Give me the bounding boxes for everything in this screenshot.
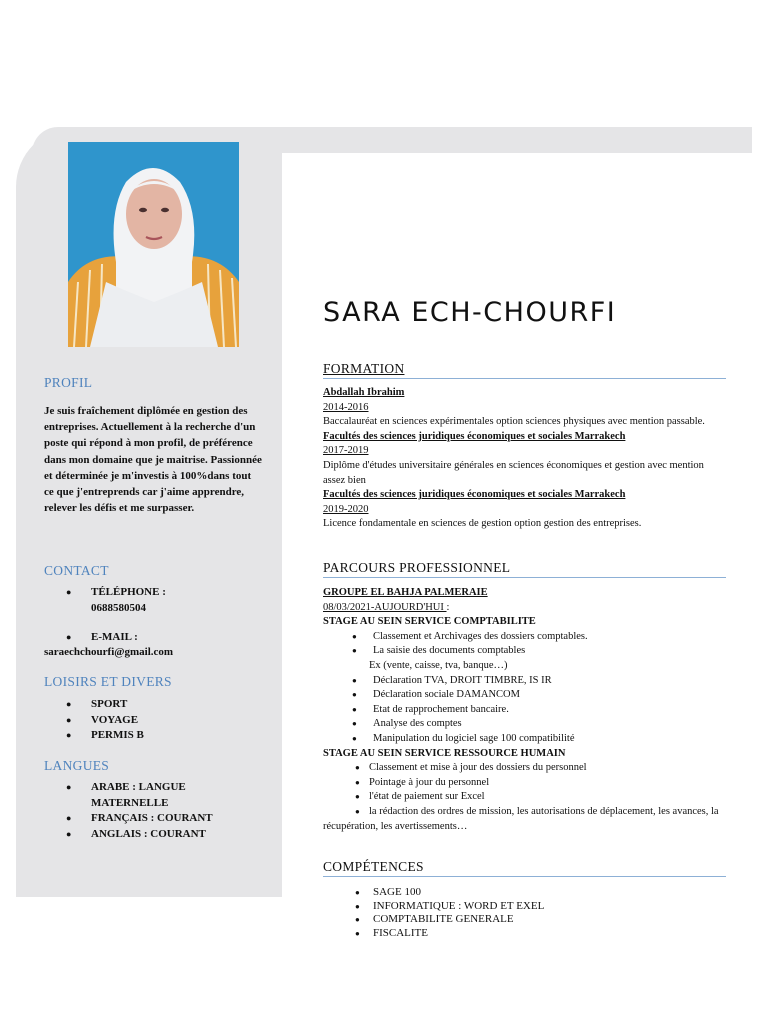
list-item: ● INFORMATIQUE : WORD ET EXEL xyxy=(355,899,545,912)
list-item: ● FISCALITE xyxy=(355,926,428,939)
formation-school: Facultés des sciences juridiques économiques et sociales Marrakech xyxy=(323,489,626,501)
email-list xyxy=(44,630,138,646)
section-divider xyxy=(323,577,726,578)
parcours-heading: PARCOURS PROFESSIONNEL xyxy=(323,560,511,575)
phone-label: TÉLÉPHONE : xyxy=(91,586,166,598)
langue-item: ● ANGLAIS : COURANT xyxy=(66,827,206,840)
list-item: ● Déclaration TVA, DROIT TIMBRE, IS IR xyxy=(352,674,552,686)
formation-desc: Licence fondamentale en sciences de gestion option gestion des entreprises. xyxy=(323,518,642,530)
formation-desc: Baccalauréat en sciences expérimentales option sciences physiques avec mention passable. xyxy=(323,416,705,428)
formation-heading: FORMATION xyxy=(323,361,405,376)
job-dates: 08/03/2021-AUJOURD'HUI xyxy=(323,601,447,613)
parcours-block xyxy=(323,586,723,834)
list-item: ● COMPTABILITE GENERALE xyxy=(355,913,514,925)
list-item: ● l'état de paiement sur Excel xyxy=(355,791,485,803)
section-divider xyxy=(323,378,726,379)
list-item: ● Etat de rapprochement bancaire. xyxy=(352,703,509,715)
list-item: ● Pointage à jour du personnel xyxy=(355,776,490,788)
profile-photo xyxy=(68,142,239,347)
competences-heading: COMPÉTENCES xyxy=(323,859,424,874)
profil-heading: PROFIL xyxy=(44,375,93,390)
list-item: ● La saisie des documents comptables xyxy=(352,645,526,657)
loisirs-list xyxy=(44,697,144,744)
profil-text: Je suis fraîchement diplômée en gestion des entreprises. Actuellement à la recherche d'un poste qui répond à mon profil, de préférence dans mon domaine que je maitrise. Passionnée et déterminée je m'investis à 100%dans tout ce que j'entreprends car j'aime apprendre, relever les défis et me surpasser. xyxy=(44,405,262,515)
formation-school: Facultés des sciences juridiques économiques et sociales Marrakech xyxy=(323,430,626,442)
formation-years: 2017-2019 xyxy=(323,445,369,457)
langues-heading: LANGUES xyxy=(44,758,110,773)
phone-item: ● TÉLÉPHONE : 0688580504 xyxy=(66,586,166,614)
competences-list xyxy=(323,886,544,940)
list-item-extra: Ex (vente, caisse, tva, banque…) xyxy=(369,659,508,671)
langues-list xyxy=(44,780,244,842)
section-divider xyxy=(323,876,726,877)
loisir-item: ● PERMIS B xyxy=(66,729,144,741)
stage1-list xyxy=(323,630,723,747)
formation-years: 2019-2020 xyxy=(323,503,369,515)
loisirs-heading: LOISIRS ET DIVERS xyxy=(44,674,172,689)
contact-heading: CONTACT xyxy=(44,563,109,578)
list-item: ● Classement et Archivages des dossiers comptables. xyxy=(352,630,588,642)
stage2-list xyxy=(323,761,723,834)
contact-list xyxy=(44,585,166,616)
stage1-title: STAGE AU SEIN SERVICE COMPTABILITE xyxy=(323,616,536,628)
langue-item: ● FRANÇAIS : COURANT xyxy=(66,812,213,824)
list-item: ● SAGE 100 xyxy=(355,886,421,898)
email-value: saraechchourfi@gmail.com xyxy=(44,646,174,658)
formation-school: Abdallah Ibrahim xyxy=(323,387,405,398)
formation-years: 2014-2016 xyxy=(323,401,369,413)
loisir-item: ● SPORT xyxy=(66,698,128,710)
loisir-item: ● VOYAGE xyxy=(66,713,139,726)
formation-desc: Diplôme d'études universitaire générales en sciences économiques et gestion avec mention assez bien xyxy=(323,459,704,486)
list-item: ● Classement et mise à jour des dossiers du personnel xyxy=(355,762,587,774)
formation-entries xyxy=(323,386,723,532)
phone-value: 0688580504 xyxy=(91,601,146,614)
langue-item: ● ARABE : LANGUE MATERNELLE xyxy=(66,781,186,809)
list-item: ● la rédaction des ordres de mission, les autorisations de déplacement, les avances, la récupération, les avertissements… xyxy=(323,805,719,832)
job-dates-colon: : xyxy=(446,601,450,613)
list-item: ● Analyse des comptes xyxy=(352,718,462,730)
stage2-title: STAGE AU SEIN SERVICE RESSOURCE HUMAIN xyxy=(323,747,566,759)
company-name: GROUPE EL BAHJA PALMERAIE xyxy=(323,587,488,598)
candidate-name: SARA ECH-CHOURFI xyxy=(323,297,617,328)
email-item: ● E-MAIL : xyxy=(66,631,138,643)
email-label: E-MAIL : xyxy=(91,631,138,643)
list-item: ● Déclaration sociale DAMANCOM xyxy=(352,689,520,701)
list-item: ● Manipulation du logiciel sage 100 compatibilité xyxy=(352,732,575,744)
